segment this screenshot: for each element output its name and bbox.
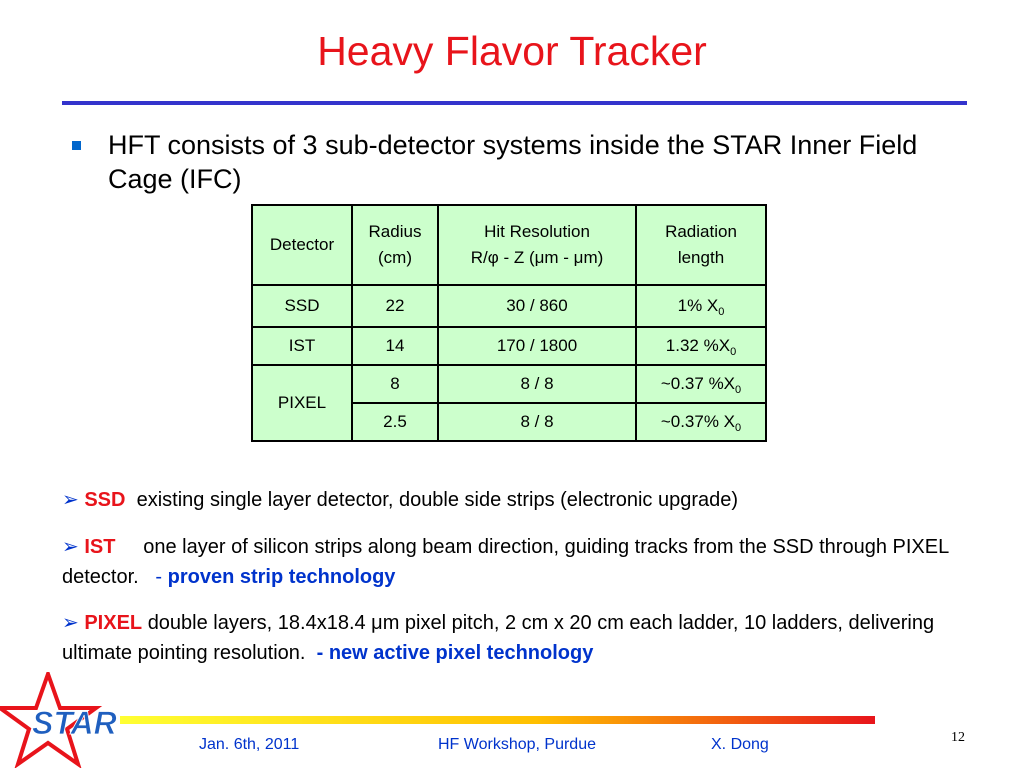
cell-hit-resolution: 8 / 8 [438,403,636,441]
header-hit-line2: R/φ - Z (μm - μm) [470,248,604,267]
header-radiation-length [636,205,766,285]
header-hit-resolution [438,205,636,285]
cell-hit-resolution: 30 / 860 [438,285,636,327]
rad-subscript: 0 [735,384,742,396]
point-dash: - [155,566,163,588]
table-row [252,365,766,403]
title-divider [62,101,967,105]
rad-subscript: 0 [735,422,742,434]
detector-table [251,204,767,442]
cell-radiation-length [636,403,766,441]
point-pixel [62,608,967,668]
table-header-row [252,205,766,285]
cell-radius: 2.5 [352,403,438,441]
cell-radius: 8 [352,365,438,403]
cell-detector: SSD [252,285,352,327]
cell-radiation-length [636,327,766,365]
point-label: IST [84,536,116,558]
point-label: PIXEL [84,612,143,634]
slide-title: Heavy Flavor Tracker [317,28,707,74]
point-label: SSD [84,489,126,511]
header-radius [352,205,438,285]
footer-author: X. Dong [711,736,769,753]
rad-value: ~0.37 %X [660,374,736,393]
point-ssd [62,485,967,515]
cell-hit-resolution: 8 / 8 [438,365,636,403]
point-text: one layer of silicon strips along beam direction, guiding tracks from the SSD through PIXEL detector. [62,536,949,588]
star-logo [0,672,140,768]
arrow-bullet-icon: ➢ [62,612,79,634]
page-number: 12 [951,730,965,745]
header-detector: Detector [252,205,352,285]
header-radius-line1: Radius [368,222,422,241]
rad-value: 1% X [677,296,719,315]
rad-subscript: 0 [718,306,725,318]
cell-detector: IST [252,327,352,365]
point-ist [62,532,967,592]
point-text: double layers, 18.4x18.4 μm pixel pitch, 2 cm x 20 cm each ladder, 10 ladders, delivering ultimate pointing resolution. [62,612,935,664]
arrow-bullet-icon: ➢ [62,489,79,511]
cell-radius: 14 [352,327,438,365]
footer-gradient-bar [120,716,875,724]
main-bullet-text: HFT consists of 3 sub-detector systems inside the STAR Inner Field Cage (IFC) [108,130,918,194]
point-text: existing single layer detector, double side strips (electronic upgrade) [136,489,739,511]
point-highlight: - new active pixel technology [316,642,594,664]
rad-subscript: 0 [730,346,737,358]
header-hit-line1: Hit Resolution [484,222,590,241]
header-rad-line2: length [677,248,725,267]
cell-detector: PIXEL [252,365,352,441]
cell-radius: 22 [352,285,438,327]
table-row [252,285,766,327]
header-rad-line1: Radiation [665,222,737,241]
star-logo-text: STAR [32,705,117,741]
footer-date: Jan. 6th, 2011 [199,736,300,753]
rad-value: ~0.37% X [660,412,736,431]
rad-value: 1.32 %X [665,336,731,355]
arrow-bullet-icon: ➢ [62,536,79,558]
footer-event: HF Workshop, Purdue [438,736,596,753]
point-highlight: proven strip technology [167,566,396,588]
header-radius-line2: (cm) [378,248,412,267]
table-row [252,327,766,365]
square-bullet-icon [72,141,81,150]
cell-radiation-length [636,285,766,327]
cell-radiation-length [636,365,766,403]
cell-hit-resolution: 170 / 1800 [438,327,636,365]
